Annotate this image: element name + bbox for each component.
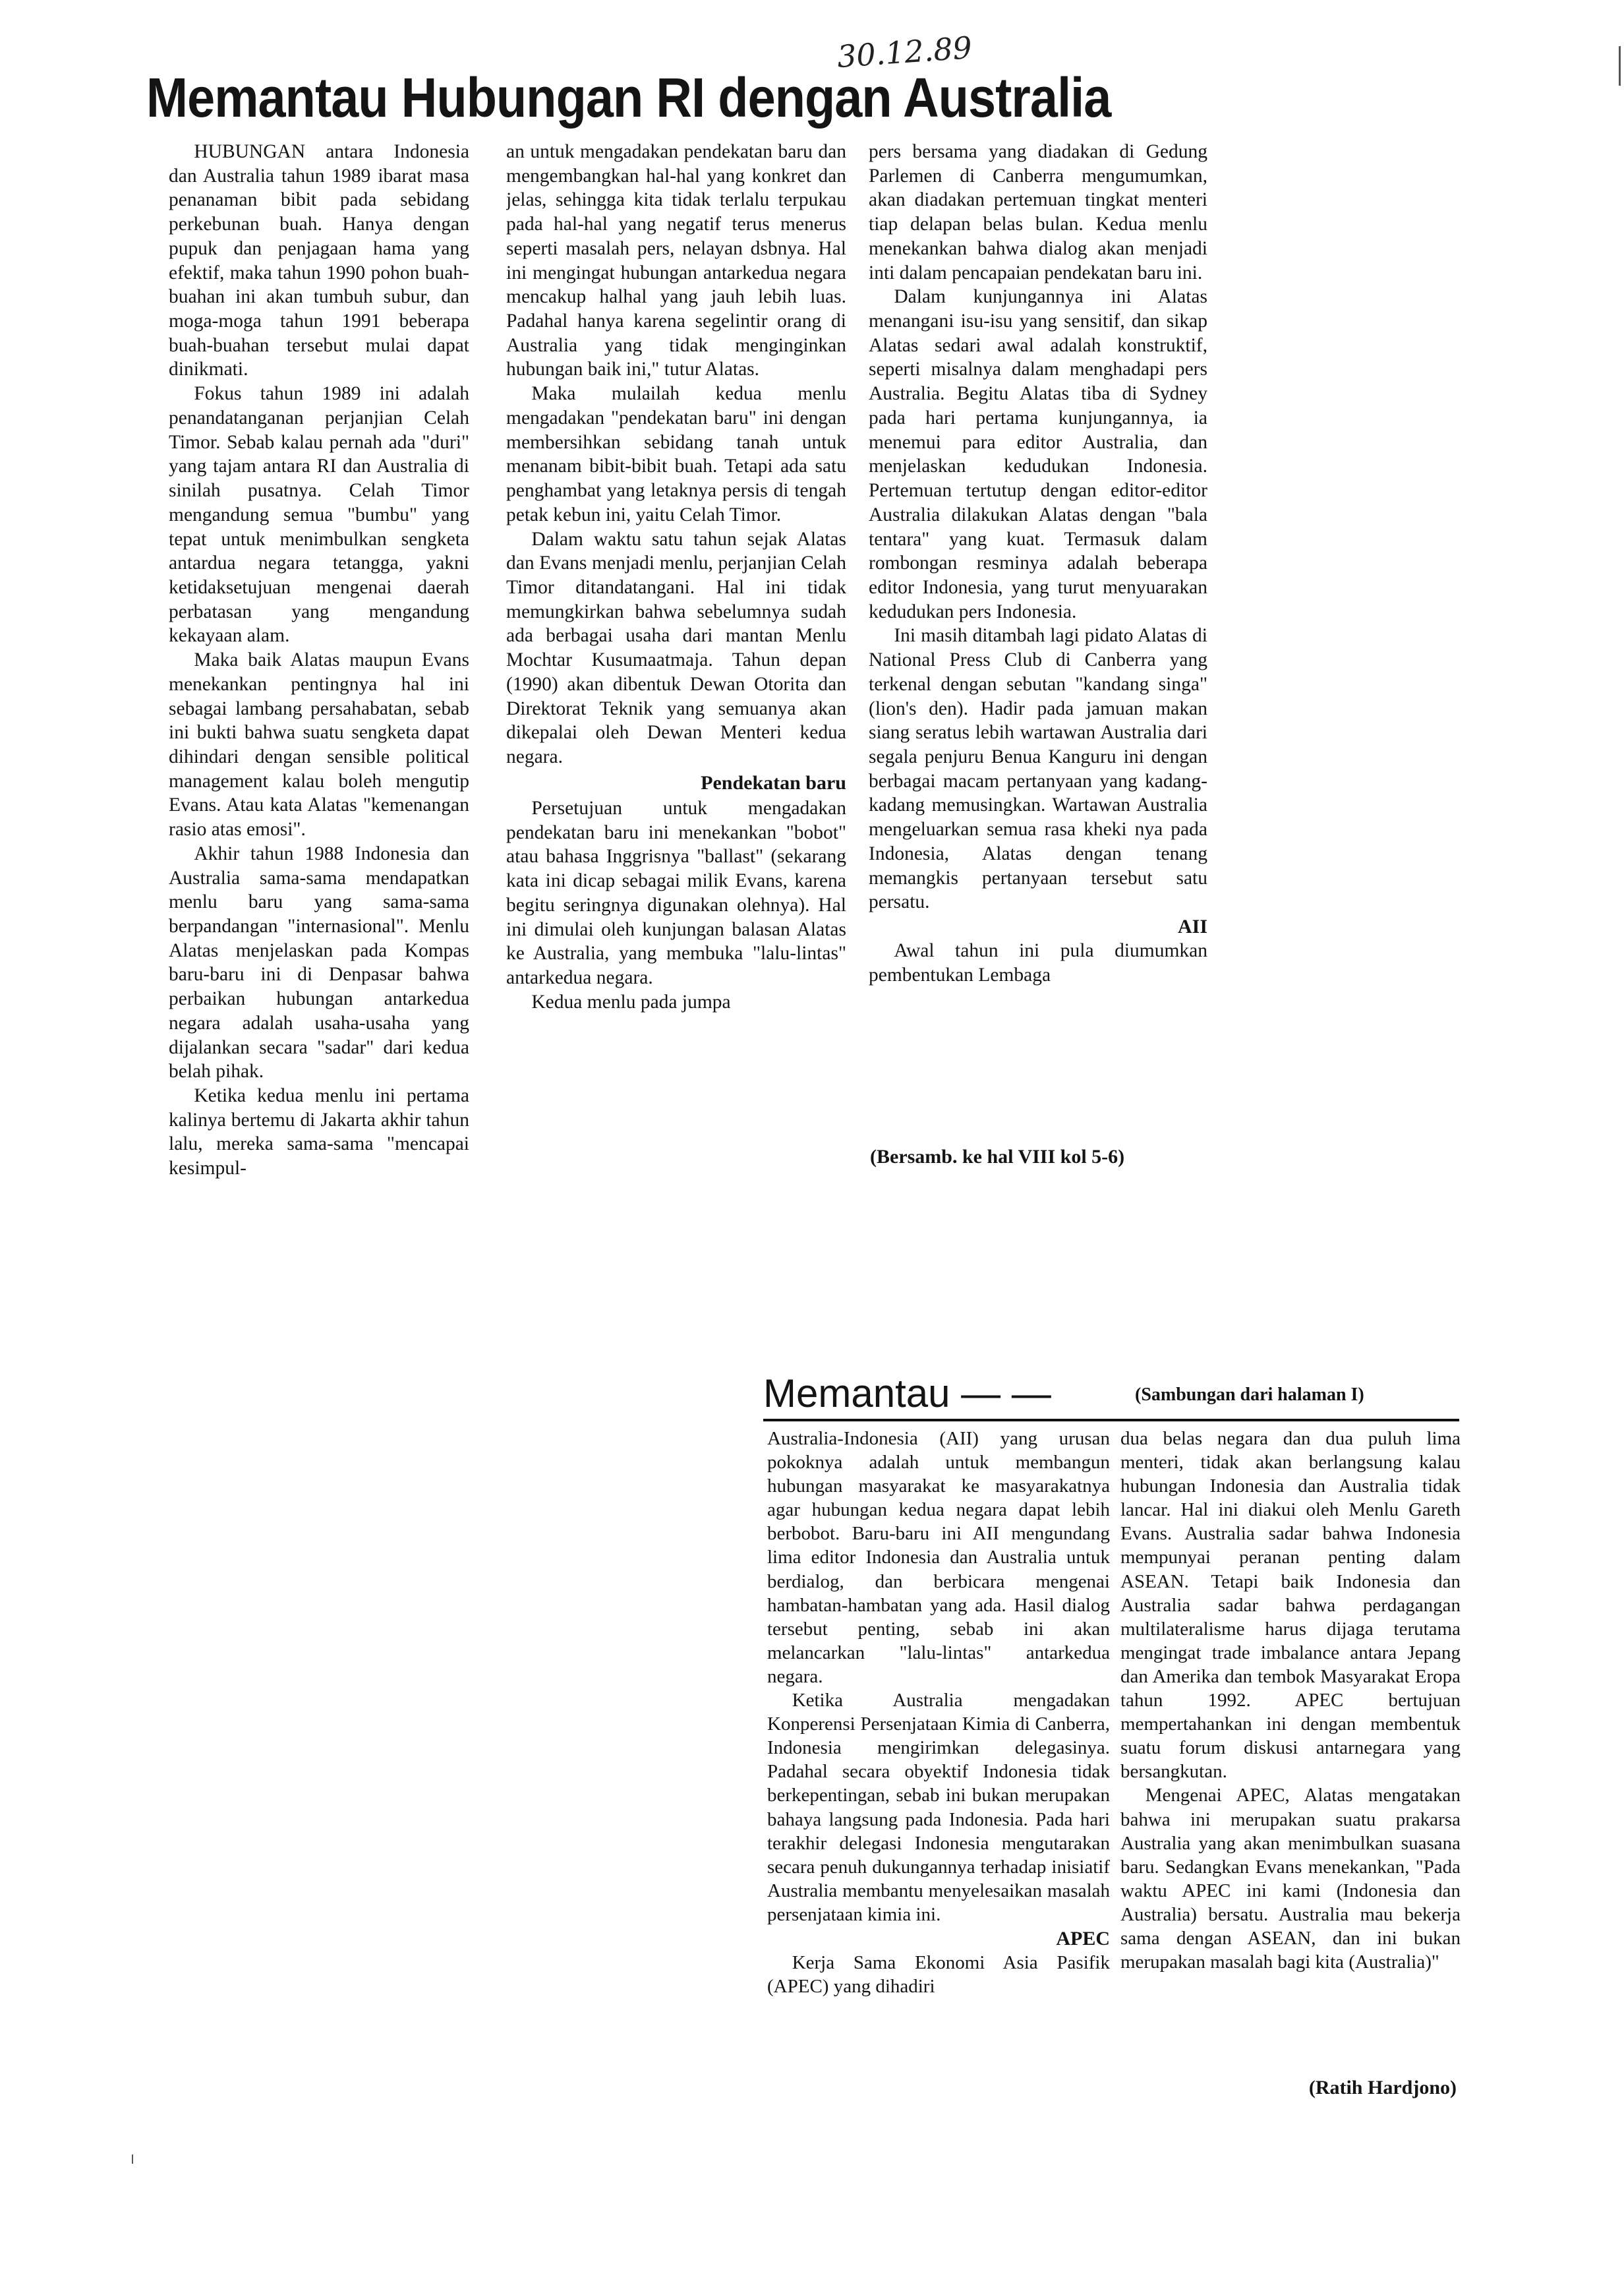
article-column-3 bbox=[869, 140, 1207, 1129]
paragraph: Ketika Australia mengadakan Konperensi Persenjataan Kimia di Canberra, Indonesia mengirimkan delegasinya. Padahal secara obyektif Indonesia tidak berkepentingan, sebab ini bukan merupakan bahaya langsung pada Indonesia. Pada hari terakhir delegasi Indonesia mengutarakan secara penuh dukungannya terhadap inisiatif Australia membantu menyelesaikan masalah persenjataan kimia ini. bbox=[767, 1690, 1110, 1925]
continuation-subtitle: (Sambungan dari halaman I) bbox=[1135, 1384, 1364, 1405]
paragraph: Australia-Indonesia (AII) yang urusan pokoknya adalah untuk membangun hubungan masyarakat ke masyarakatnya agar hubungan kedua negara dapat lebih berbobot. Baru-baru ini AII mengundang lima editor Indonesia dan Australia untuk berdialog, dan berbicara mengenai hambatan-hambatan yang ada. Hasil dialog tersebut penting, sebab ini akan melancarkan "lalu-lintas" antarkedua negara. bbox=[767, 1428, 1110, 1687]
continuation-column-a bbox=[767, 1427, 1110, 2126]
continuation-title: Memantau — — bbox=[763, 1371, 1051, 1415]
continuation-rule bbox=[763, 1419, 1459, 1421]
paragraph: Maka mulailah kedua menlu mengadakan "pendekatan baru" ini dengan membersihkan sebidang tanah untuk menanam bibit-bibit buah. Tetapi ada satu penghambat yang letaknya persis di tengah petak kebun ini, yaitu Celah Timor. bbox=[506, 383, 846, 525]
paragraph: Ini masih ditambah lagi pidato Alatas di National Press Club di Canberra yang terkenal dengan sebutan "kandang singa" (lion's den). Hadir pada jamuan makan siang seratus lebih wartawan Australia dari segala penjuru Benua Kanguru ini dengan berbagai macam pertanyaan yang kadang-kadang memusingkan. Wartawan Australia mengeluarkan semua rasa kheki nya pada Indonesia, Alatas dengan tenang memangkis pertanyaan tersebut satu persatu. bbox=[869, 625, 1207, 913]
subheading: Pendekatan baru bbox=[701, 771, 846, 794]
scan-edge-mark bbox=[132, 2155, 133, 2164]
paragraph: Dalam waktu satu tahun sejak Alatas dan Evans menjadi menlu, perjanjian Celah Timor ditandatangani. Hal ini tidak memungkirkan bahwa sebelumnya sudah ada berbagai usaha dari mantan Menlu Mochtar Kusumaatmaja. Tahun depan (1990) akan dibentuk Dewan Otorita dan Direktorat Teknik yang semuanya akan dikepalai oleh Dewan Menteri kedua negara. bbox=[506, 528, 846, 767]
paragraph: Maka baik Alatas maupun Evans menekankan pentingnya hal ini sebagai lambang persahabatan, sebab ini bukti bahwa suatu sengketa dapat dihindari dengan sensible political management kalau boleh mengutip Evans. Atau kata Alatas "kemenangan rasio atas emosi". bbox=[169, 649, 469, 841]
headline: Memantau Hubungan RI dengan Australia bbox=[146, 67, 1111, 129]
handwritten-date: 30.12.89 bbox=[836, 29, 973, 75]
paragraph: HUBUNGAN antara Indonesia dan Australia tahun 1989 ibarat masa penanaman bibit pada sebidang perkebunan buah. Hanya dengan pupuk dan penjagaan hama yang efektif, maka tahun 1990 pohon buah-buahan ini akan tumbuh subur, dan moga-moga tahun 1991 beberapa buah-buahan tersebut mulai dapat dinikmati. bbox=[169, 141, 469, 380]
paragraph: Akhir tahun 1988 Indonesia dan Australia sama-sama mendapatkan menlu baru yang sama-sama berpandangan "internasional". Menlu Alatas menjelaskan pada Kompas baru-baru ini di Denpasar bahwa perbaikan hubungan antarkedua negara adalah usaha-usaha yang dijalankan secara "sadar" dari kedua belah pihak. bbox=[169, 843, 469, 1083]
paragraph: Ketika kedua menlu ini pertama kalinya bertemu di Jakarta akhir tahun lalu, mereka sama-sama "mencapai kesimpul- bbox=[169, 1085, 469, 1179]
subheading: AII bbox=[1177, 916, 1207, 937]
paragraph: Persetujuan untuk mengadakan pendekatan baru ini menekankan "bobot" atau bahasa Inggrisnya "ballast" (sekarang kata ini dicap sebagai milik Evans, karena begitu seringnya digunakan olehnya). Hal ini dimulai oleh kunjungan balasan Alatas ke Australia, yang membuka "lalu-lintas" antarkedua negara. bbox=[506, 798, 846, 989]
article-column-2 bbox=[506, 140, 846, 1181]
paragraph: Dalam kunjungannya ini Alatas menangani isu-isu yang sensitif, dan sikap Alatas sedari awal adalah konstruktif, seperti misalnya dalam menghadapi pers Australia. Begitu Alatas tiba di Sydney pada hari pertama kunjungannya, ia menemui para editor Australia, dan menjelaskan kedudukan Indonesia. Pertemuan tertutup dengan editor-editor Australia dilakukan Alatas dengan "bala tentara" yang kuat. Termasuk dalam rombongan resminya adalah beberapa editor Indonesia, yang turut menyuarakan kedudukan pers Indonesia. bbox=[869, 286, 1207, 622]
continuation-column-b bbox=[1120, 1427, 1461, 2086]
continued-note: (Bersamb. ke hal VIII kol 5-6) bbox=[870, 1146, 1125, 1168]
paragraph: Awal tahun ini pula diumumkan pembentukan Lembaga bbox=[869, 940, 1207, 986]
scan-edge-mark bbox=[1619, 46, 1621, 86]
paragraph: Fokus tahun 1989 ini adalah penandatanganan perjanjian Celah Timor. Sebab kalau pernah ada "duri" yang tajam antara RI dan Australia di sinilah pusatnya. Celah Timor mengandung semua "bumbu" yang tepat untuk menimbulkan sengketa antardua negara tetangga, yakni ketidaksetujuan mengenai daerah perbatasan yang mengandung kekayaan alam. bbox=[169, 383, 469, 647]
paragraph: pers bersama yang diadakan di Gedung Parlemen di Canberra mengumumkan, akan diadakan pertemuan tingkat menteri tiap delapan belas bulan. Kedua menlu menekankan bahwa dialog akan menjadi inti dalam pencapaian pendekatan baru ini. bbox=[869, 141, 1207, 283]
article-column-1 bbox=[169, 140, 469, 1181]
paragraph: an untuk mengadakan pendekatan baru dan mengembangkan hal-hal yang konkret dan jelas, sehingga kita tidak terlalu terpukau pada hal-hal yang negatif terus menerus seperti masalah pers, nelayan dsbnya. Hal ini mengingat hubungan antarkedua negara mencakup halhal yang jauh lebih luas. Padahal hanya karena segelintir orang di Australia yang tidak menginginkan hubungan baik ini," tutur Alatas. bbox=[506, 141, 846, 380]
paragraph: dua belas negara dan dua puluh lima menteri, tidak akan berlangsung kalau hubungan Indonesia dan Australia tidak lancar. Hal ini diakui oleh Menlu Gareth Evans. Australia sadar bahwa Indonesia mempunyai peranan penting dalam ASEAN. Tetapi baik Indonesia dan Australia sadar bahwa perdagangan multilateralisme harus dijaga terutama mengingat trade imbalance antara Jepang dan Amerika dan tembok Masyarakat Eropa tahun 1992. APEC bertujuan mempertahankan ini dengan membentuk suatu forum diskusi antarnegara yang bersangkutan. bbox=[1120, 1428, 1461, 1783]
paragraph: Mengenai APEC, Alatas mengatakan bahwa ini merupakan suatu prakarsa Australia yang akan menimbulkan suasana baru. Sedangkan Evans menekankan, "Pada waktu APEC ini kami (Indonesia dan Australia) bersatu. Australia mau bekerja sama dengan ASEAN, dan ini bukan merupakan masalah bagi kita (Australia)" bbox=[1120, 1785, 1461, 1973]
subheading: APEC bbox=[1056, 1927, 1110, 1949]
paragraph: Kerja Sama Ekonomi Asia Pasifik (APEC) yang dihadiri bbox=[767, 1952, 1110, 1998]
byline: (Ratih Hardjono) bbox=[1308, 2077, 1457, 2098]
paragraph: Kedua menlu pada jumpa bbox=[531, 991, 731, 1013]
